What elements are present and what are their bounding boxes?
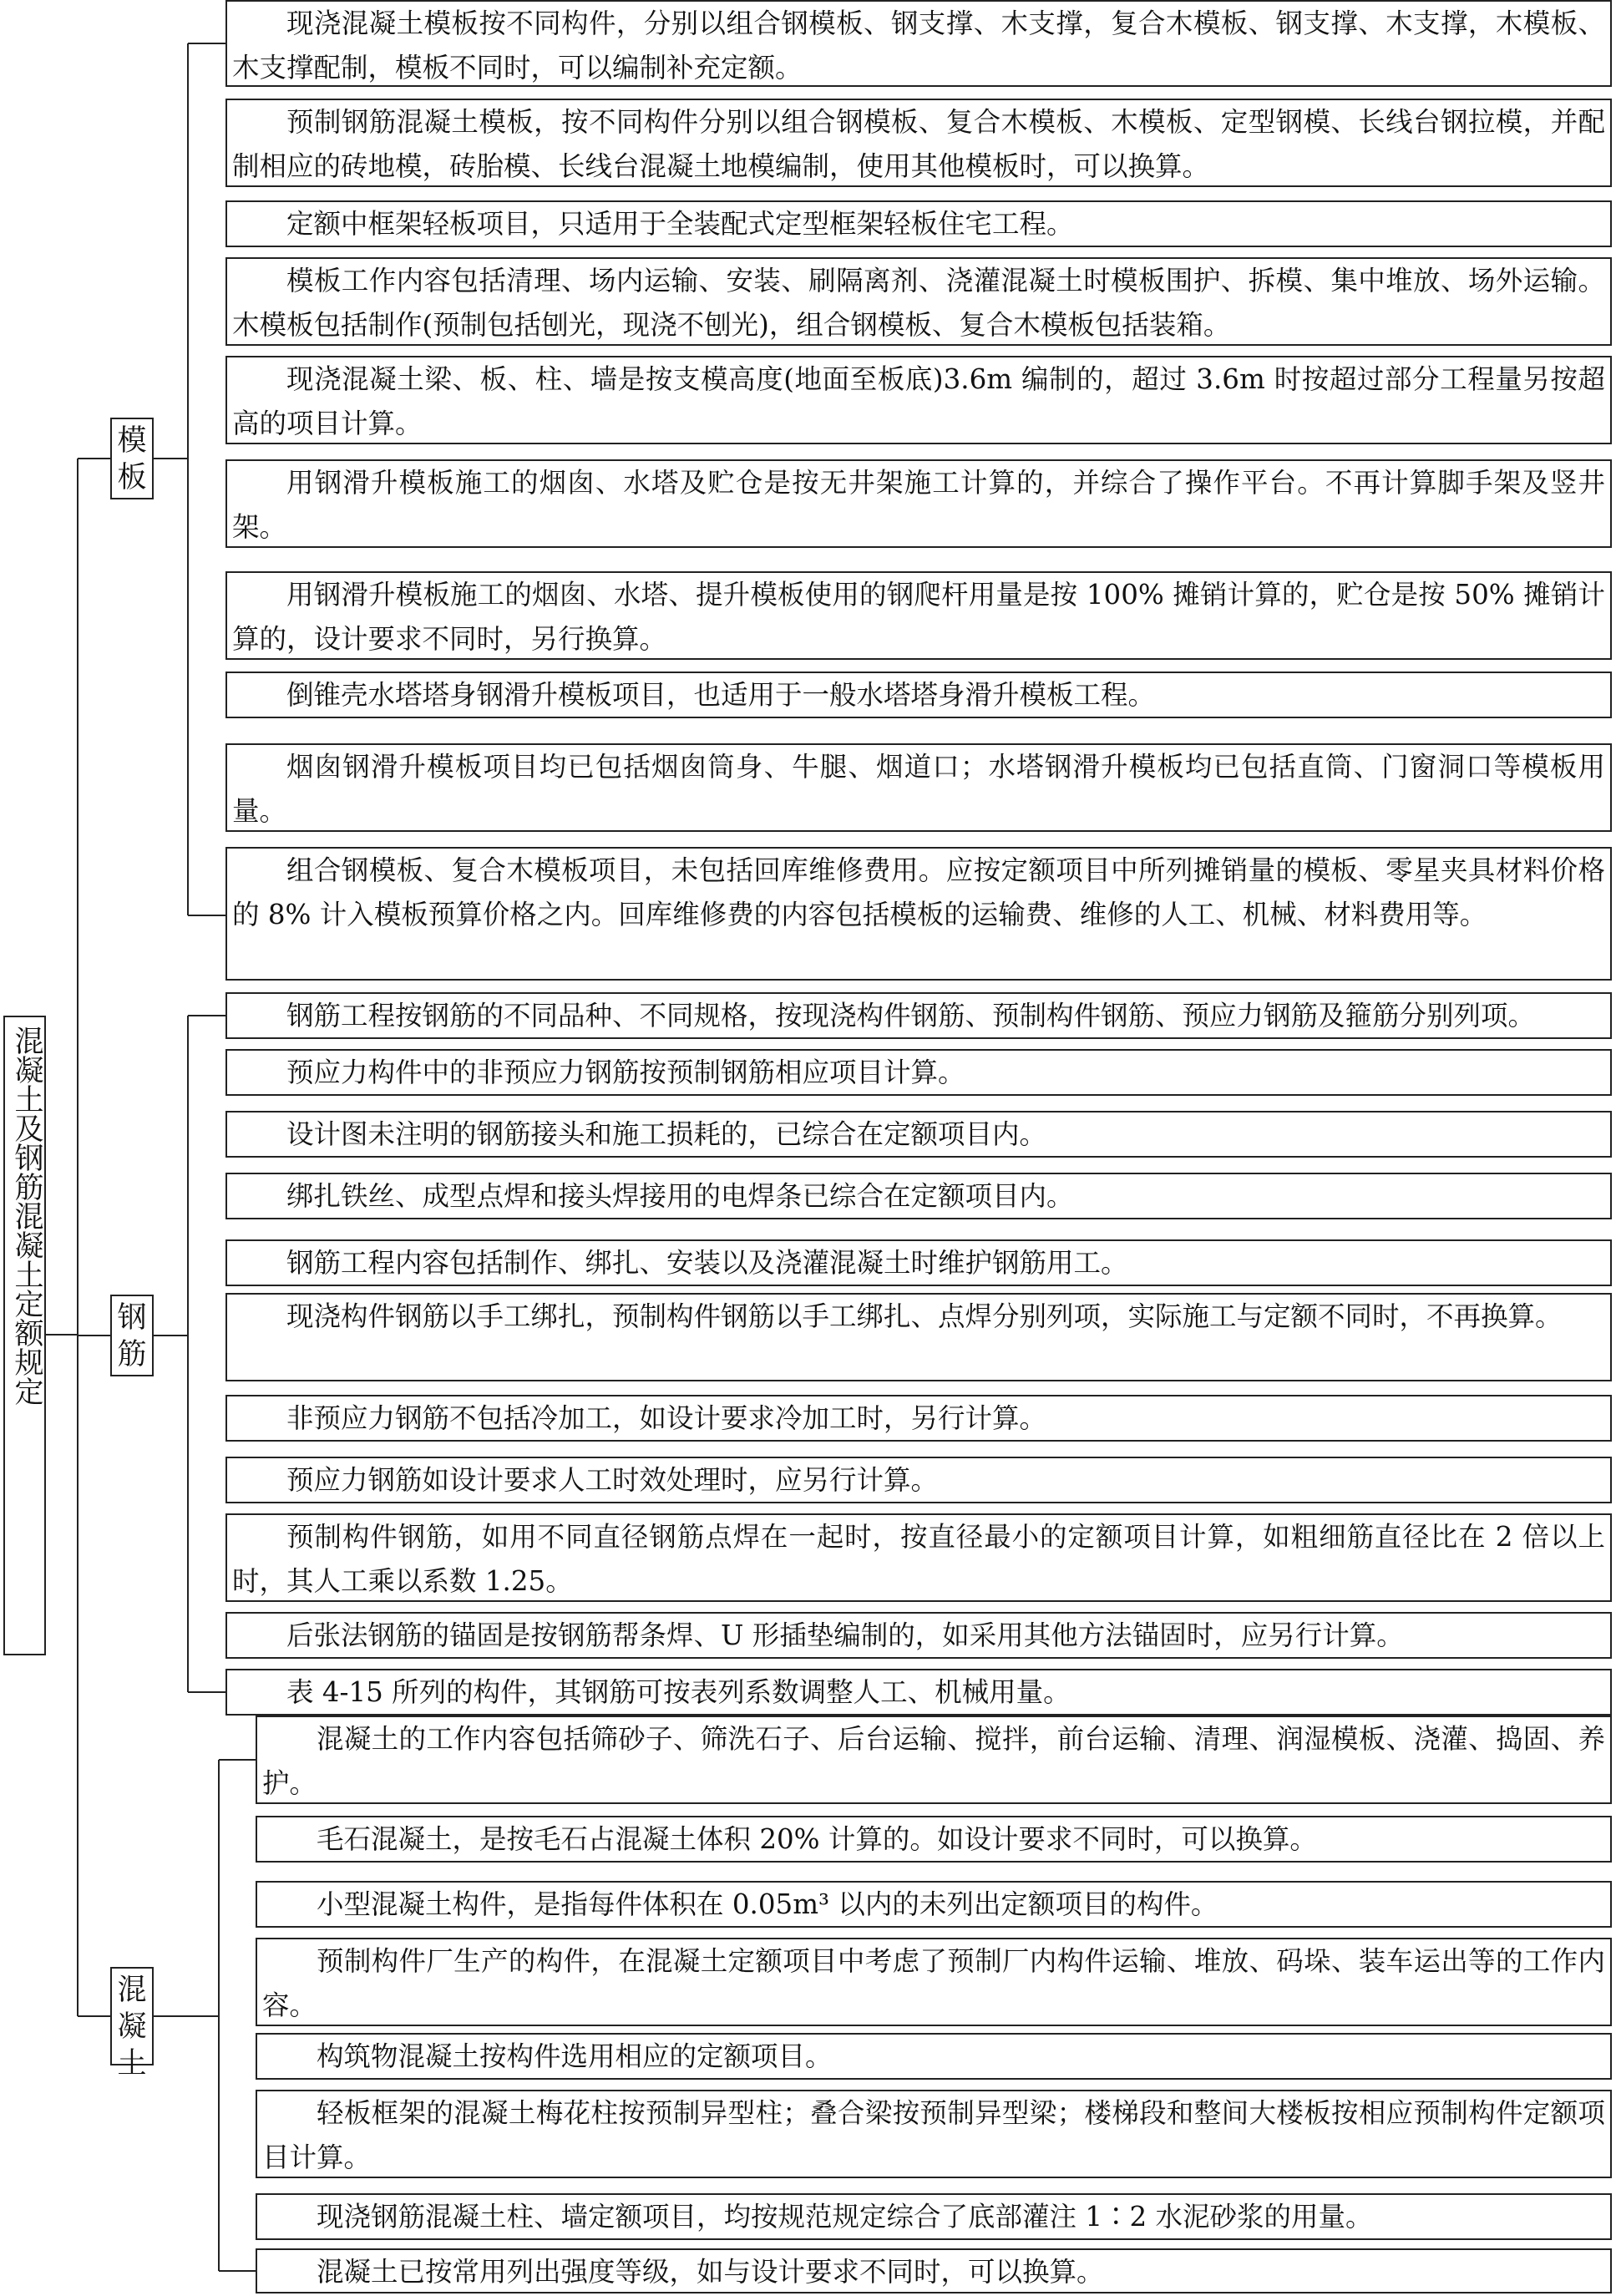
root-node	[3, 1016, 46, 1655]
rule-item: 绑扎铁丝、成型点焊和接头焊接用的电焊条已综合在定额项目内。	[225, 1173, 1612, 1219]
rule-item: 用钢滑升模板施工的烟囱、水塔、提升模板使用的钢爬杆用量是按 100% 摊销计算的，贮仓是按 50% 摊销计算的，设计要求不同时，另行换算。	[225, 571, 1612, 660]
rule-item: 预制构件钢筋，如用不同直径钢筋点焊在一起时，按直径最小的定额项目计算，如粗细筋直径比在 2 倍以上时，其人工乘以系数 1.25。	[225, 1513, 1612, 1602]
rule-item: 预应力钢筋如设计要求人工时效处理时，应另行计算。	[225, 1457, 1612, 1503]
rule-item: 混凝土的工作内容包括筛砂子、筛洗石子、后台运输、搅拌，前台运输、清理、润湿模板、浇灌、捣固、养护。	[256, 1716, 1612, 1804]
rule-item: 构筑物混凝土按构件选用相应的定额项目。	[256, 2033, 1612, 2080]
rule-item: 定额中框架轻板项目，只适用于全装配式定型框架轻板住宅工程。	[225, 200, 1612, 247]
rule-item: 表 4-15 所列的构件，其钢筋可按表列系数调整人工、机械用量。	[225, 1669, 1612, 1716]
rule-item: 非预应力钢筋不包括冷加工，如设计要求冷加工时，另行计算。	[225, 1395, 1612, 1442]
rule-item: 预制钢筋混凝土模板，按不同构件分别以组合钢模板、复合木模板、木模板、定型钢模、长线台钢拉模，并配制相应的砖地模，砖胎模、长线台混凝土地模编制，使用其他模板时，可以换算。	[225, 99, 1612, 187]
rule-item: 钢筋工程内容包括制作、绑扎、安装以及浇灌混凝土时维护钢筋用工。	[225, 1239, 1612, 1286]
rule-item: 烟囱钢滑升模板项目均已包括烟囱筒身、牛腿、烟道口；水塔钢滑升模板均已包括直筒、门窗洞口等模板用量。	[225, 743, 1612, 832]
rule-item: 毛石混凝土，是按毛石占混凝土体积 20% 计算的。如设计要求不同时，可以换算。	[256, 1816, 1612, 1863]
rule-item: 现浇构件钢筋以手工绑扎，预制构件钢筋以手工绑扎、点焊分别列项，实际施工与定额不同时，不再换算。	[225, 1293, 1612, 1381]
category-label: 模板	[117, 424, 147, 494]
rule-item: 轻板框架的混凝土梅花柱按预制异型柱；叠合梁按预制异型梁；楼梯段和整间大楼板按相应预制构件定额项目计算。	[256, 2090, 1612, 2178]
rule-item: 后张法钢筋的锚固是按钢筋帮条焊、U 形插垫编制的，如采用其他方法锚固时，应另行计算。	[225, 1612, 1612, 1659]
rule-item: 模板工作内容包括清理、场内运输、安装、刷隔离剂、浇灌混凝土时模板围护、拆模、集中堆放、场外运输。木模板包括制作(预制包括刨光，现浇不刨光)，组合钢模板、复合木模板包括装箱。	[225, 257, 1612, 346]
category-label: 混凝土	[117, 1974, 147, 2081]
category-node-concrete	[110, 1967, 154, 2081]
rule-item: 现浇钢筋混凝土柱、墙定额项目，均按规范规定综合了底部灌注 1∶2 水泥砂浆的用量。	[256, 2193, 1612, 2240]
root-label: 混凝土及钢筋混凝土定额规定	[10, 1026, 43, 1406]
rule-item: 预应力构件中的非预应力钢筋按预制钢筋相应项目计算。	[225, 1049, 1612, 1096]
rule-item: 小型混凝土构件，是指每件体积在 0.05m³ 以内的未列出定额项目的构件。	[256, 1881, 1612, 1928]
rule-item: 倒锥壳水塔塔身钢滑升模板项目，也适用于一般水塔塔身滑升模板工程。	[225, 672, 1612, 718]
category-node-formwork	[110, 418, 154, 499]
rule-item: 现浇混凝土模板按不同构件，分别以组合钢模板、钢支撑、木支撑，复合木模板、钢支撑、木支撑，木模板、木支撑配制，模板不同时，可以编制补充定额。	[225, 0, 1612, 87]
category-node-rebar	[110, 1295, 154, 1376]
rule-item: 设计图未注明的钢筋接头和施工损耗的，已综合在定额项目内。	[225, 1111, 1612, 1158]
rule-item: 预制构件厂生产的构件，在混凝土定额项目中考虑了预制厂内构件运输、堆放、码垛、装车运出等的工作内容。	[256, 1938, 1612, 2026]
rule-item: 组合钢模板、复合木模板项目，未包括回库维修费用。应按定额项目中所列摊销量的模板、零星夹具材料价格的 8% 计入模板预算价格之内。回库维修费的内容包括模板的运输费、维修的人工、机械、材料费用等。	[225, 847, 1612, 981]
rule-item: 用钢滑升模板施工的烟囱、水塔及贮仓是按无井架施工计算的，并综合了操作平台。不再计算脚手架及竖井架。	[225, 459, 1612, 548]
rule-item: 钢筋工程按钢筋的不同品种、不同规格，按现浇构件钢筋、预制构件钢筋、预应力钢筋及箍筋分别列项。	[225, 992, 1612, 1039]
rule-item: 现浇混凝土梁、板、柱、墙是按支模高度(地面至板底)3.6m 编制的，超过 3.6m 时按超过部分工程量另按超高的项目计算。	[225, 356, 1612, 444]
category-label: 钢筋	[117, 1301, 147, 1371]
rule-item: 混凝土已按常用列出强度等级，如与设计要求不同时，可以换算。	[256, 2248, 1612, 2293]
